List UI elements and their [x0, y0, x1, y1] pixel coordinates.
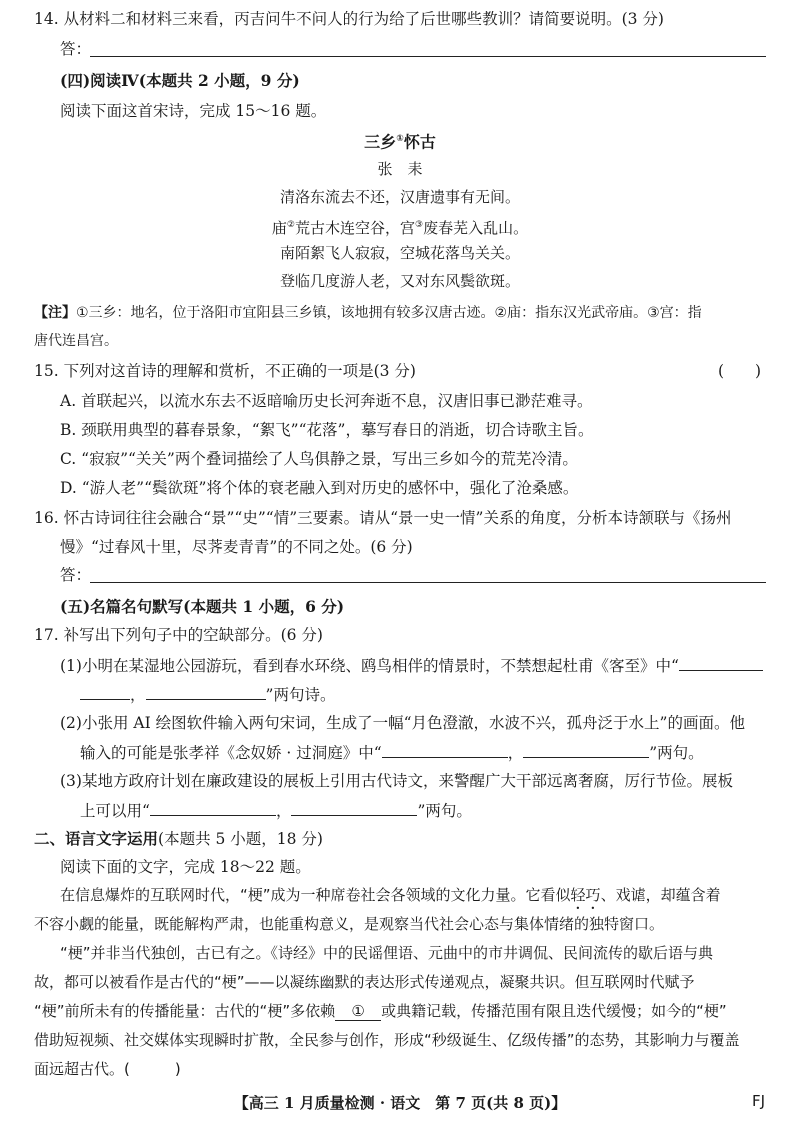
q17-question: 17. 补写出下列句子中的空缺部分。(6 分): [34, 626, 323, 644]
q15-option-b[interactable]: B. 颈联用典型的暮春景象，“絮飞”“花落”，摹写春日的消逝，切合诗歌主旨。: [60, 421, 594, 439]
q17-s1-blank-1-cont[interactable]: [80, 683, 130, 700]
q15-option-c[interactable]: C. “寂寂”“关关”两个叠词描绘了人鸟俱静之景，写出三乡如今的荒芜冷清。: [60, 450, 578, 468]
passage-p2-line-3: “梗”前所未有的传播能量：古代的“梗”多依赖 ① 或典籍记载，传播范围有限且迭代缓慢；如今的“梗”: [34, 1002, 727, 1020]
poem-line-1: 清洛东流去不还，汉唐遗事有无间。: [279, 188, 520, 206]
poem-author: 张 耒: [377, 160, 423, 178]
q17-s2-line-2: 输入的可能是张孝祥《念奴娇 · 过洞庭》中“ ， ”两句。: [80, 741, 704, 764]
poem-line-3: 南陌絮飞人寂寂，空城花落鸟关关。: [279, 244, 520, 262]
q17-s1-line-2: ， ”两句诗。: [80, 683, 335, 706]
q14-question: 14. 从材料二和材料三来看，丙吉问牛不问人的行为给了后世哪些教训？请简要说明。(3 分): [34, 10, 664, 28]
part2-heading: 二、语言文字运用(本题共 5 小题，18 分): [34, 829, 323, 848]
poem-line-4: 登临几度游人老，又对东风鬓欲斑。: [279, 272, 520, 290]
page-code: FJ: [752, 1092, 766, 1110]
q16-answer-line[interactable]: [90, 582, 766, 583]
q16-answer-label: 答：: [60, 566, 92, 584]
poem-notes-line-2: 唐代连昌宫。: [34, 333, 118, 349]
q17-s1-blank-2[interactable]: [146, 683, 266, 700]
passage-p2-line-4: 借助短视频、社交媒体实现瞬时扩散，全民参与创作，形成“秒级诞生、亿级传播”的态势，其影响力与覆盖: [34, 1031, 740, 1049]
section4-heading: (四)阅读Ⅳ(本题共 2 小题，9 分): [60, 71, 300, 90]
passage-p2-line-5: 面远超古代。( ): [34, 1060, 181, 1078]
q17-s3-line-2: 上可以用“ ， ”两句。: [80, 799, 472, 822]
page-footer: 【高三 1 月质量检测 · 语文 第 7 页(共 8 页)】: [233, 1094, 567, 1112]
passage-p1-line-1: 在信息爆炸的互联网时代，“梗”成为一种席卷社会各领域的文化力量。它看似轻巧、戏谑，却蕴含着: [60, 886, 721, 904]
q17-s1-blank-1[interactable]: [679, 654, 763, 671]
passage-p2-line-2: 故，都可以被看作是古代的“梗”——以凝练幽默的表达形式传递观点，凝聚共识。但互联网时代赋予: [34, 973, 695, 991]
q17-s2-blank-1[interactable]: [382, 741, 508, 758]
passage-blank-1[interactable]: ①: [335, 1002, 381, 1021]
q17-s3-blank-1[interactable]: [150, 799, 276, 816]
poem-line-2: 庙②荒古木连空谷，宫③废春芜入乱山。: [271, 219, 529, 237]
q17-s3-line-1: (3)某地方政府计划在廉政建设的展板上引用古代诗文，来警醒广大干部远离奢腐，厉行节俭。展板: [60, 772, 733, 790]
q17-s2-line-1: (2)小张用 AI 绘图软件输入两句宋词，生成了一幅“月色澄澈，水波不兴，孤舟泛于水上”的画面。他: [60, 714, 745, 732]
q16-question-line-1: 16. 怀古诗词往往会融合“景”“史”“情”三要素。请从“景一史一情”关系的角度，分析本诗颔联与《扬州: [34, 509, 732, 527]
passage-p1-line-2: 不容小觑的能量，既能解构严肃，也能重构意义，是观察当代社会心态与集体情绪的独特窗口。: [34, 915, 665, 933]
q14-answer-line[interactable]: [90, 56, 766, 57]
q15-option-a[interactable]: A. 首联起兴，以流水东去不返暗喻历史长河奔逝不息，汉唐旧事已渺茫难寻。: [60, 392, 593, 410]
q15-question: 15. 下列对这首诗的理解和赏析，不正确的一项是(3 分): [34, 362, 416, 380]
q17-s2-blank-2[interactable]: [523, 741, 649, 758]
q15-option-d[interactable]: D. “游人老”“鬓欲斑”将个体的衰老融入到对历史的感怀中，强化了沧桑感。: [60, 479, 579, 497]
section5-heading: (五)名篇名句默写(本题共 1 小题，6 分): [60, 597, 345, 616]
passage-dotted-word: 轻巧: [570, 886, 601, 904]
q17-s1-line-1: (1)小明在某湿地公园游玩，看到春水环绕、鸥鸟相伴的情景时，不禁想起杜甫《客至》中“: [60, 654, 763, 677]
poem-title: 三乡①怀古: [364, 132, 436, 152]
part2-instruction: 阅读下面的文字，完成 18～22 题。: [60, 858, 311, 876]
q16-question-line-2: 慢》“过春风十里，尽荠麦青青”的不同之处。(6 分): [60, 538, 413, 556]
q17-s3-blank-2[interactable]: [291, 799, 417, 816]
q14-answer-label: 答：: [60, 40, 92, 58]
passage-p2-line-1: “梗”并非当代独创，古已有之。《诗经》中的民谣俚语、元曲中的市井调侃、民间流传的歇后语与典: [60, 944, 714, 962]
q15-answer-bracket[interactable]: ( ): [718, 362, 762, 380]
section4-instruction: 阅读下面这首宋诗，完成 15～16 题。: [60, 102, 327, 120]
poem-notes-line-1: 【注】①三乡：地名，位于洛阳市宜阳县三乡镇，该地拥有较多汉唐古迹。②庙：指东汉光武帝庙。③宫：指: [34, 305, 702, 321]
